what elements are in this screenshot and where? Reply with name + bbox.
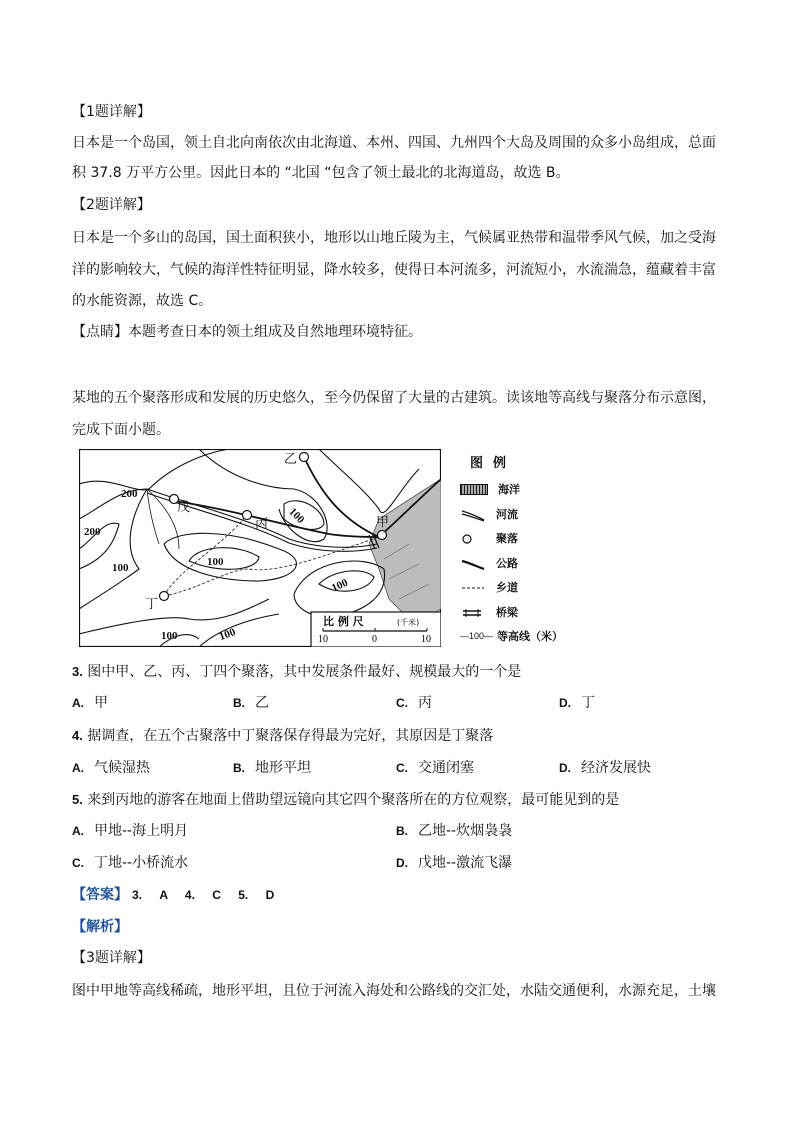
q5-option-b[interactable]: B. 乙地--炊烟袅袅 [396,823,513,839]
q1-heading: 【1题详解】 [72,104,151,120]
contour-label: 100 [161,630,178,642]
legend-row-country-road: 乡道 [460,575,590,600]
bridge-icon [460,606,486,618]
settlement-icon [460,532,486,544]
q2-line-2: 洋的影响较大，气候的海洋性特征明显，降水较多，使得日本河流多，河流短小，水流湍急，蕴藏着丰富 [72,262,716,278]
settlement-bing-marker [243,511,252,520]
contour-label: 100 [329,576,350,595]
settlement-yi-marker [300,453,309,462]
river-icon [460,508,486,520]
question-4: 4. 据调查，在五个古聚落中丁聚落保存得最为完好，其原因是丁聚落 [72,728,494,744]
settlement-bing-label: 丙 [255,517,269,532]
q4-option-c[interactable]: C. 交通闭塞 [396,760,474,776]
contour-label: 200 [84,526,101,538]
intro-line-1: 某地的五个聚落形成和发展的历史悠久，至今仍保留了大量的古建筑。读该地等高线与聚落分布示意图， [72,390,716,406]
q5-option-d[interactable]: D. 戊地--激流飞瀑 [396,855,513,871]
scale-tick: 10 [318,634,328,645]
q3-option-a[interactable]: A. 甲 [72,695,108,711]
country-road-icon [460,581,486,593]
q3-option-d[interactable]: D. 丁 [559,695,595,711]
contour-label: 100 [286,505,307,526]
q4-option-d[interactable]: D. 经济发展快 [559,760,651,776]
q3-line-1: 图中甲地等高线稀疏，地形平坦，且位于河流入海处和公路线的交汇处，水陆交通便利，水源充足，土壤 [72,983,716,999]
q4-option-b[interactable]: B. 地形平坦 [233,760,311,776]
q1-line-1: 日本是一个岛国，领土自北向南依次由北海道、本州、四国、九州四个大岛及周围的众多小岛组成，总面 [72,135,716,151]
legend-title: 图例 [470,456,517,471]
legend-row-settlement: 聚落 [460,526,590,551]
legend-row-bridge: 桥梁 [460,600,590,625]
analysis-label: 【解析】 [72,919,128,935]
settlement-ding-label: 丁 [145,597,159,612]
contour-label: 100 [217,626,238,644]
q3-option-c[interactable]: C. 丙 [396,695,432,711]
answer-values: 3. A 4. C 5. D [132,888,275,902]
scale-title: 比 例 尺 [323,615,364,628]
legend-row-contour: —100— 等高线（米） [460,630,564,644]
answer-line [72,885,274,905]
highway-icon [460,557,486,569]
q5-option-a[interactable]: A. 甲地--海上明月 [72,823,189,839]
q2-heading: 【2题详解】 [72,197,151,213]
contour-label: 100 [112,562,129,574]
answer-label: 【答案】 [72,887,128,903]
contour-label: 200 [121,488,138,500]
scale-unit: (千米) [397,618,420,627]
q4-option-a[interactable]: A. 气候湿热 [72,760,150,776]
contour-label: 100 [207,556,224,568]
question-5: 5. 来到丙地的游客在地面上借助望远镜向其它四个聚落所在的方位观察，最可能见到的是 [72,792,620,808]
question-3: 3. 图中甲、乙、丙、丁四个聚落，其中发展条件最好、规模最大的一个是 [72,664,522,680]
legend-row-ocean: 海洋 [460,477,590,502]
scale-tick: 0 [372,634,377,645]
map-legend [460,452,590,649]
settlement-wu-label: 戊 [177,500,191,515]
legend-row-highway: 公路 [460,551,590,576]
settlement-yi-label: 乙 [284,452,298,467]
scale-tick: 10 [421,634,431,645]
q1-line-2: 积 37.8 万平方公里。因此日本的 “北国 “包含了领土最北的北海道岛，故选 B。 [72,165,570,181]
legend-row-river: 河流 [460,502,590,527]
contour-settlement-map [79,449,441,647]
settlement-ding-marker [160,592,169,601]
settlement-jia-marker [378,531,387,540]
q3-heading: 【3题详解】 [72,950,151,966]
contour-icon: —100— [460,631,494,642]
q2-line-3: 的水能资源，故选 C。 [72,293,213,309]
scale-bar [311,612,441,647]
intro-line-2: 完成下面小题。 [72,422,170,438]
q2-line-1: 日本是一个多山的岛国，国土面积狭小，地形以山地丘陵为主，气候属亚热带和温带季风气候，加之受海 [72,230,716,246]
q5-option-c[interactable]: C. 丁地--小桥流水 [72,855,189,871]
point-note: 【点睛】本题考查日本的领土组成及自然地理环境特征。 [72,324,422,340]
ocean-icon [460,484,488,495]
q3-option-b[interactable]: B. 乙 [233,695,269,711]
settlement-jia-label: 甲 [376,515,390,530]
